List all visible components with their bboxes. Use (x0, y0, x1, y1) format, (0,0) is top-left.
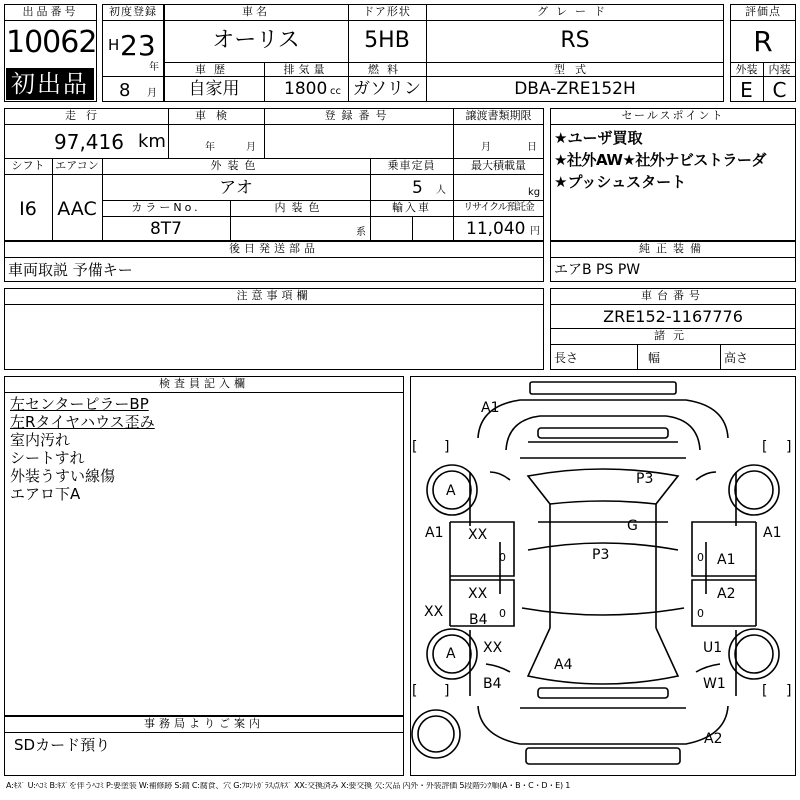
mark-xx-left-rear: XX (483, 640, 503, 656)
inspection-month-unit: 月 (246, 142, 256, 153)
import-label: 輸入車 (392, 201, 431, 214)
inspector-line-2: 左Rタイヤハウス歪み (10, 413, 155, 431)
mark-g-windshield: G (627, 518, 638, 534)
capacity-unit: 人 (436, 185, 446, 196)
delivery-label: 後日発送部品 (229, 242, 319, 255)
recycle-label: リサイクル預託金 (463, 202, 534, 213)
first-listing-badge: 初出品 (6, 68, 94, 100)
inspector-label: 検査員記入欄 (159, 377, 249, 390)
bracket-left-4: [ (762, 683, 768, 699)
reg-month-unit: 月 (147, 88, 157, 99)
inspector-line-3: 室内汚れ (10, 431, 71, 449)
displacement-unit: cc (330, 86, 341, 97)
chassis-label: 車台番号 (641, 289, 705, 302)
car-diagram (410, 376, 796, 776)
exterior-color: アオ (219, 178, 253, 198)
mark-b4-left-pillar: B4 (469, 612, 488, 628)
office-label: 事務局よりご案内 (144, 717, 264, 730)
mark-w1-right-quarter: W1 (703, 676, 726, 692)
mark-xx-lf-door: XX (468, 527, 488, 543)
mark-zero-4: 0 (697, 607, 704, 620)
history-label: 車歴 (195, 63, 233, 76)
plate-label: 登録番号 (324, 109, 393, 122)
inspector-line-1: 左センターピラーBP (10, 395, 149, 413)
mark-a4-rear-glass: A4 (554, 657, 573, 673)
mark-xx-lr-door: XX (468, 586, 488, 602)
reg-era: H (108, 36, 120, 54)
displacement-label: 排気量 (283, 63, 329, 76)
model-label: 型式 (554, 63, 596, 76)
mark-a-tire-rl: A (446, 646, 456, 662)
legend: A:ｷｽﾞ U:ﾍｺﾐ B:ｷｽﾞを伴うﾍｺﾐ P:要塗装 W:補修跡 S:錆 C:腐食、穴 G:ﾌﾛﾝﾄｶﾞﾗｽ点ｷｽﾞ XX:交換済み X:要交換 欠:欠品 内外・外装評価 5段階ﾗﾝｸ順(A・B・C・D・E) 1 (6, 782, 571, 790)
capacity: 5 (412, 178, 423, 198)
sales-point-2: ★社外AW★社外ナビストラーダ (554, 151, 766, 169)
door-type: 5HB (364, 28, 410, 53)
mark-b4-left-quarter: B4 (483, 676, 502, 692)
mark-a-tire-fl: A (446, 483, 456, 499)
mark-p3-roof: P3 (592, 547, 610, 563)
score-label: 評価点 (745, 5, 781, 18)
mark-a1-left-edge: A1 (425, 525, 444, 541)
ac-label: エアコン (55, 159, 99, 172)
dims-label: 諸元 (654, 329, 692, 342)
inspector-line-4: シートすれ (10, 449, 85, 467)
mileage: 97,416 (54, 130, 124, 154)
inspection-label: 車検 (195, 109, 237, 122)
transfer-day-unit: 日 (527, 142, 537, 153)
bracket-right-2: ] (786, 439, 792, 455)
mark-a1-front: A1 (481, 400, 500, 416)
mark-p3-hood: P3 (636, 471, 654, 487)
length-label: 長さ (554, 351, 579, 365)
grade: RS (560, 28, 590, 53)
car-name-label: 車名 (242, 5, 270, 18)
displacement: 1800 (284, 79, 328, 99)
reg-label: 初度登録 (109, 5, 157, 18)
reg-year: 23 (120, 29, 156, 62)
inspector-line-5: 外装うすい線傷 (10, 467, 116, 485)
bracket-right-3: ] (444, 683, 450, 699)
mark-u1-right-rear: U1 (703, 640, 723, 656)
score: R (753, 25, 773, 58)
interior-label: 内装 (768, 63, 791, 76)
history: 自家用 (188, 79, 240, 99)
office-text: SDカード預り (14, 736, 111, 754)
bracket-left-2: [ (762, 439, 768, 455)
recycle-unit: 円 (530, 226, 540, 237)
mark-a2-rr-door: A2 (717, 586, 736, 602)
color-number: 8T7 (149, 219, 183, 239)
car-name: オーリス (212, 28, 300, 53)
fuel-label: 燃料 (368, 63, 406, 76)
sales-label: セールスポイント (621, 109, 725, 122)
mark-a1-right-edge: A1 (763, 525, 782, 541)
mark-zero-2: 0 (697, 551, 704, 564)
bracket-right-4: ] (786, 683, 792, 699)
mileage-label: 走行 (65, 109, 107, 122)
height-label: 高さ (724, 351, 749, 365)
bracket-right-1: ] (444, 439, 450, 455)
mark-zero-1: 0 (499, 551, 506, 564)
notes-label: 注意事項欄 (236, 289, 312, 302)
interior-grade: C (772, 78, 787, 102)
door-label: ドア形状 (363, 5, 411, 18)
transfer-label: 譲渡書類期限 (465, 109, 532, 122)
chassis-number: ZRE152-1167776 (603, 307, 743, 326)
model-code: DBA-ZRE152H (514, 79, 636, 99)
exterior-grade: E (740, 78, 753, 102)
delivery-items: 車両取説 予備キー (8, 261, 133, 279)
sales-point-1: ★ユーザ買取 (554, 129, 643, 147)
air-conditioner: AAC (57, 198, 97, 220)
mark-zero-3: 0 (499, 607, 506, 620)
reg-year-unit: 年 (149, 62, 159, 73)
shift: I6 (19, 198, 37, 220)
interior-color-label: 内装色 (274, 201, 326, 214)
load-unit: kg (528, 187, 541, 198)
mark-xx-left-sill: XX (424, 604, 444, 620)
color-label: 外装色 (210, 159, 262, 172)
recycle-fee: 11,040 (466, 219, 526, 239)
exterior-label: 外装 (735, 63, 758, 76)
mileage-unit: km (138, 131, 166, 152)
transfer-month-unit: 月 (481, 142, 491, 153)
fuel: ガソリン (353, 79, 421, 99)
color-no-label: カラーNo. (131, 201, 201, 214)
lot-label: 出品番号 (22, 5, 79, 18)
load-label: 最大積載量 (471, 159, 526, 172)
equipment-label: 純正装備 (639, 242, 707, 255)
shift-label: シフト (11, 159, 45, 172)
bracket-left-3: [ (412, 683, 418, 699)
interior-color-unit: 系 (356, 227, 366, 238)
grade-label: グレード (537, 5, 613, 18)
mark-a2-rear-bumper: A2 (704, 731, 723, 747)
mark-a1-rf-door: A1 (717, 552, 736, 568)
inspection-year-unit: 年 (205, 142, 215, 153)
sales-point-3: ★プッシュスタート (554, 173, 687, 191)
bracket-left-1: [ (412, 439, 418, 455)
lot-number: 10062 (6, 25, 97, 60)
capacity-label: 乗車定員 (387, 159, 436, 172)
width-label: 幅 (648, 351, 661, 365)
inspector-line-6: エアロ下A (10, 485, 81, 503)
reg-month: 8 (119, 80, 131, 101)
equipment-items: エアB PS PW (554, 262, 641, 278)
